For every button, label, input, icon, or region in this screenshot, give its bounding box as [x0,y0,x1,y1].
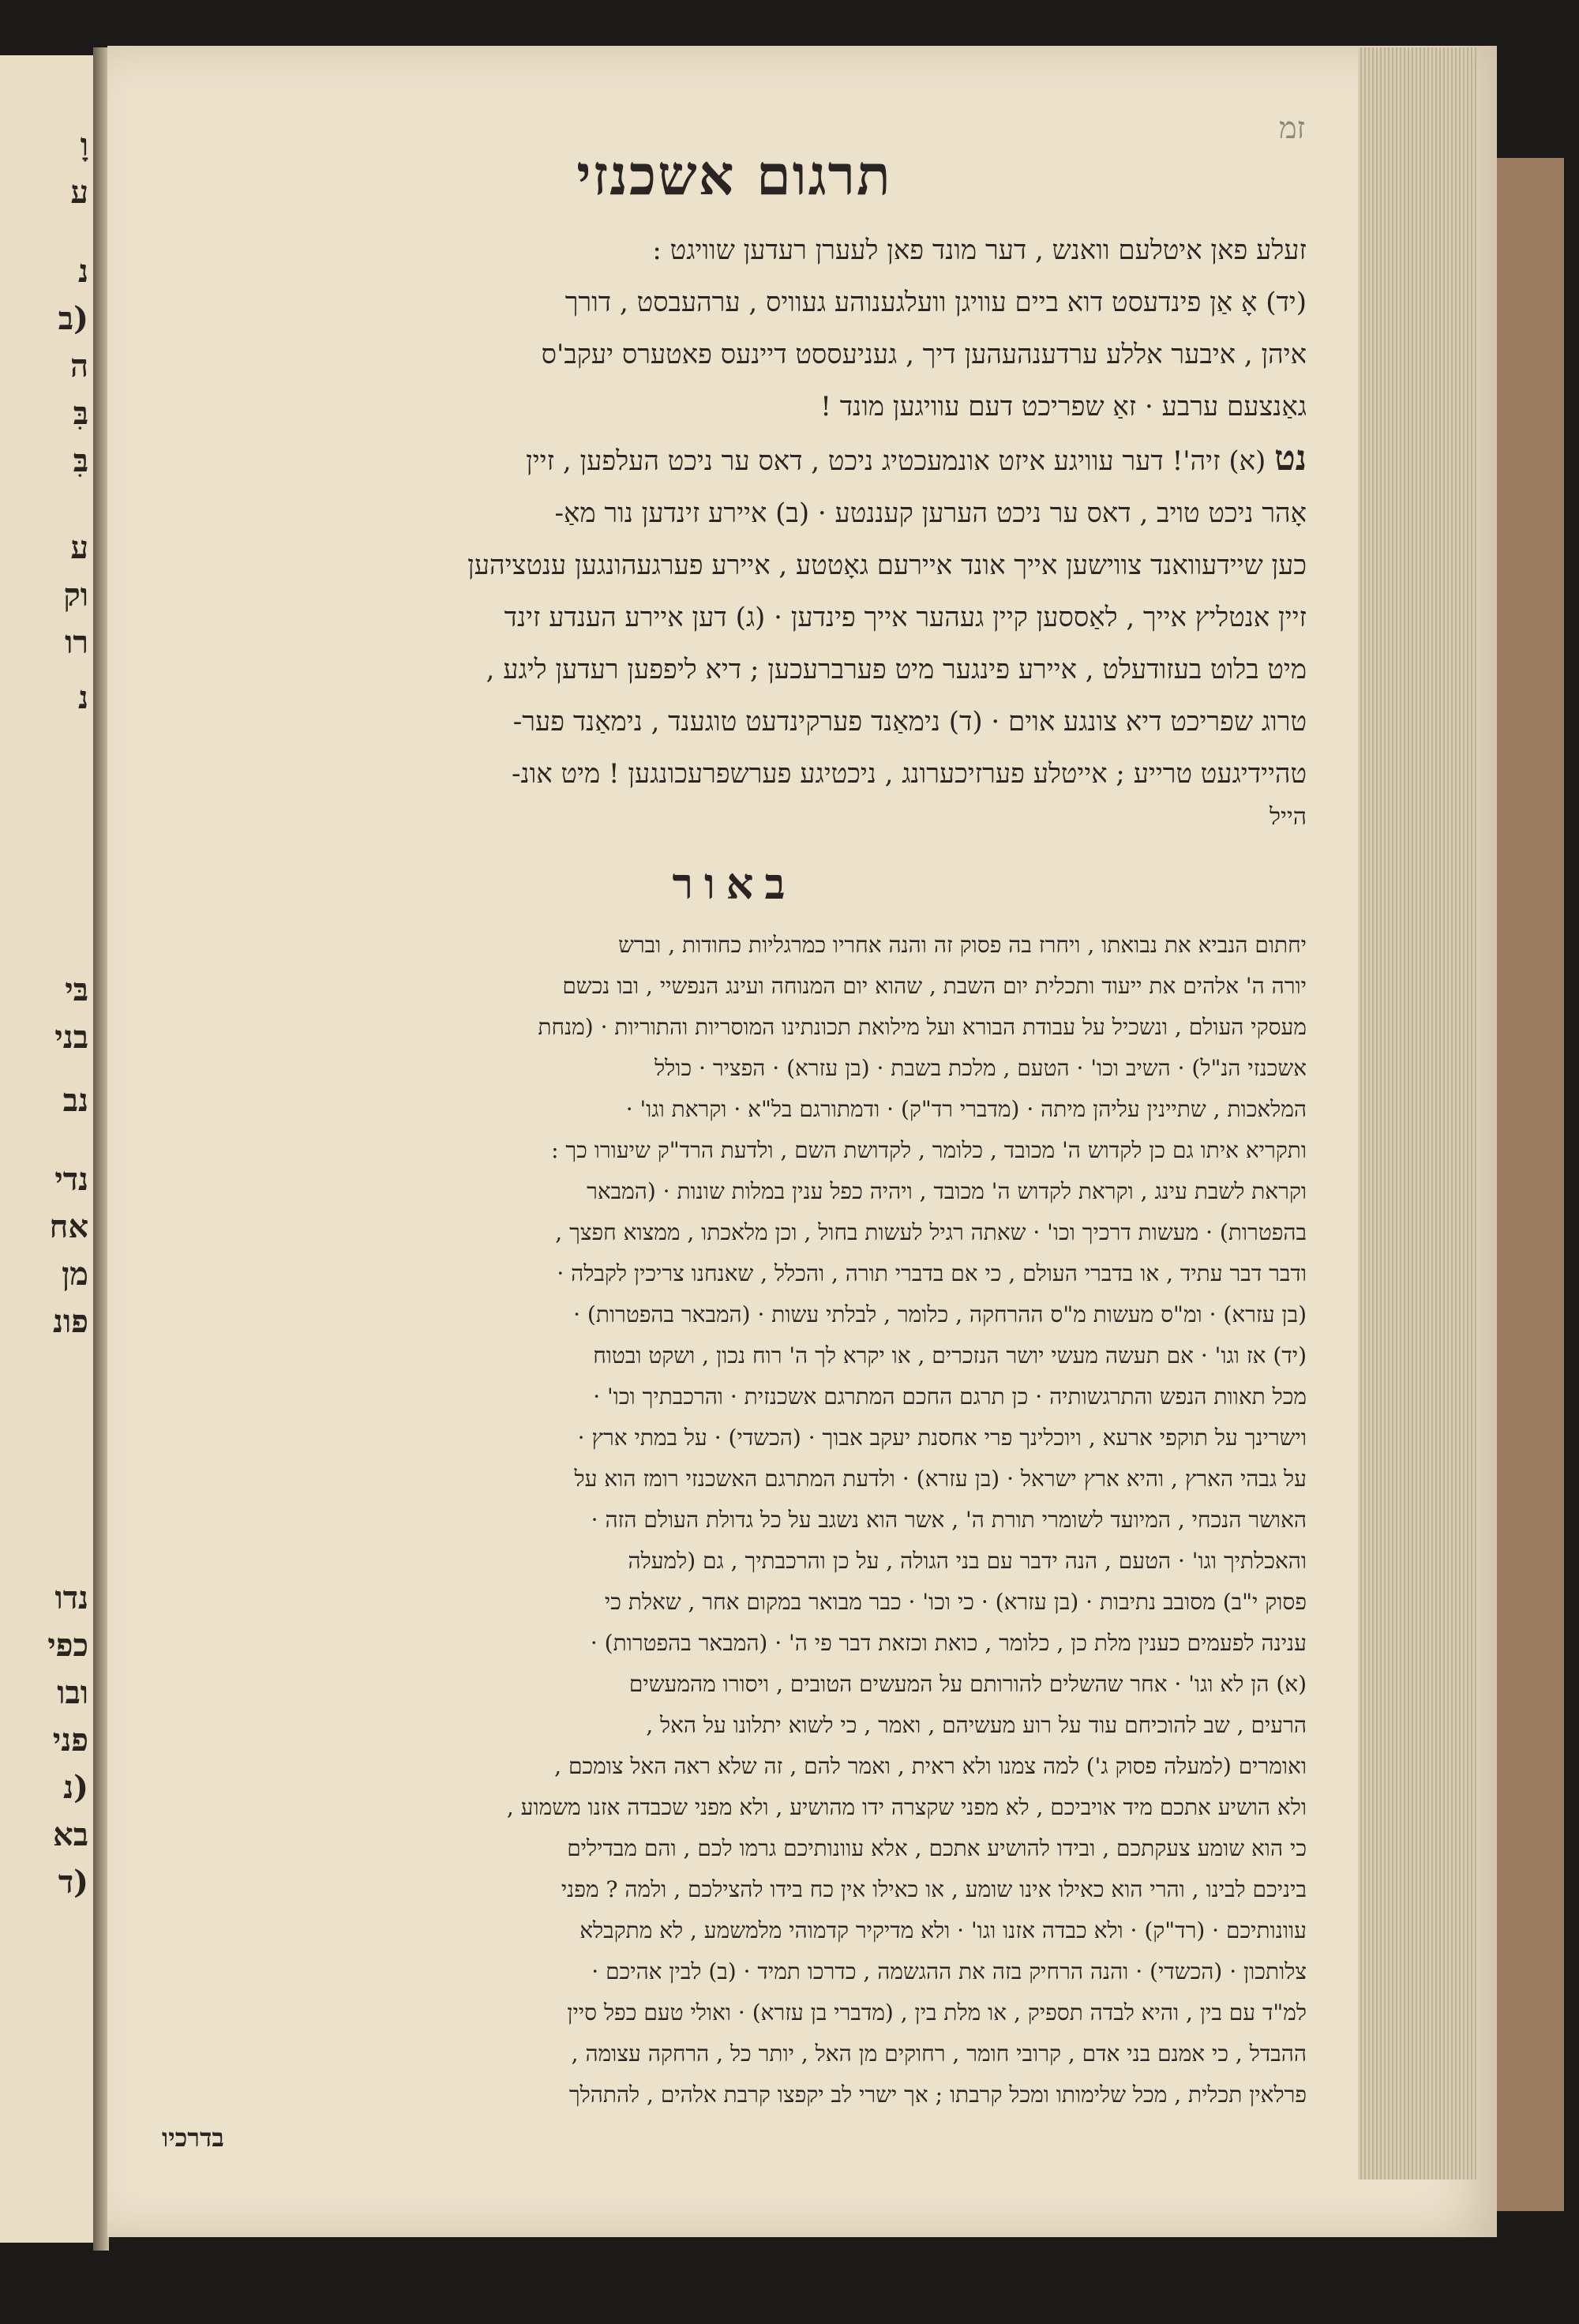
commentary-line: עוונותיכם · (רד"ק) · ולא כבדה אזנו וגו' · ולא מדיקיר קדמוהי מלמשמע , לא מתקבלא [579,1917,1307,1943]
left-frag: מן [62,1256,88,1293]
commentary-line: פסוק י"ב) מסובב נתיבות · (בן עזרא) · כי וכו' · כבר מבואר במקום אחר , שאלת כי [604,1589,1307,1615]
left-frag: נדי [54,1161,88,1198]
translation-line: טהיידיגעט טרייע ; אייטלע פערזיכערונג , ניכטיגע פערשפרעכונגען ! מיט אונ- [512,758,1307,790]
page-title: תרגום אשכנזי [576,142,892,208]
translation-line: אָהר ניכט טויב , דאס ער ניכט הערען קעננטע · (ב) איירע זינדען נור מאַ- [554,497,1307,529]
left-frag: (נ [63,1769,88,1806]
commentary-line: ההבדל , כי אמנם בני אדם , קרובי חומר , רחוקים מן האל , יותר כל , הרחקה עצומה , [571,2041,1307,2067]
left-frag: (ב [58,300,88,337]
commentary-line: כי הוא שומע צעקתכם , ובידו להושיע אתכם , אלא עוונותיכם גרמו לכם , והם מבדילים [567,1835,1307,1861]
book-gutter [93,47,109,2251]
commentary-line: ודבר דבר עתיד , או בדברי העולם , כי אם בדברי תורה , והכלל , שאנחנו צריכין לקבלה · [557,1260,1307,1286]
translation-line: גאַנצעם ערבע · זאַ שפריכט דעם עוויגען מונד ! [820,391,1307,422]
commentary-line: ביניכם לבינו , והרי הוא כאילו אינו שומע , או כאילו אין כח בידו להצילכם , ולמה ? מפני [561,1876,1307,1902]
left-frag: בִּ [73,442,88,479]
left-frag: בּי [65,971,88,1008]
commentary-line: וישרינך על תוקפי ארעא , ויוכלינך פרי אחסנת יעקב אבוך · (הכשדי) · על במתי ארץ · [577,1425,1307,1451]
left-frag: נ [77,253,88,290]
translation-line: איהן , איבער אללע ערדענהעהען דיך , געניעססט דיינעס פאטערס יעקב'ס [541,339,1307,370]
translation-line-text: (א) זיה'! דער עוויגע איזט אונמעכטיג ניכט , דאס ער ניכט העלפען , זיין [526,445,1266,477]
left-frag: בא [53,1816,88,1853]
left-frag: נדו [54,1579,88,1616]
catchword: בדרכיו [162,2123,224,2153]
page-text [162,142,1307,2160]
commentary-line: (בן עזרא) · ומ"ס מעשות מ"ס ההרחקה , כלומר , לבלתי עשות · (המבאר בהפטרות) · [573,1301,1307,1327]
left-frag: נב [62,1082,88,1119]
translation-line: טרוג שפריכט דיא צונגע אוים · (ד) נימאַנד פערקינדעט טוגענד , נימאַנד פער- [512,706,1307,738]
translation-line: זיין אנטליץ אייך , לאַססען קיין געהער אייך פינדען · (ג) דען איירע הענדע זינד [504,602,1307,633]
commentary-line: (א) הן לא וגו' · אחר שהשלים להורותם על המעשים הטובים , ויסורו מהמעשים [628,1671,1307,1697]
translation-line: מיט בלוט בעזודעלט , איירע פינגער מיט פערברעכען ; דיא ליפפען רעדען ליגע , [486,654,1307,685]
page-edges [1358,47,1476,2179]
translation-line: הייל [1269,803,1307,831]
left-frag: (ד [58,1864,88,1901]
commentary-heading: באור [672,858,797,909]
commentary-line: (יד) אז וגו' · אם תעשה מעשי יושר הנזכרים , או יקרא לך ה' רוח נכון , ושקט ובטוח [593,1342,1307,1368]
left-frag: ה [69,347,88,385]
translation-block [162,224,1307,835]
commentary-line: מכל תאוות הנפש והתרגשותיה · כן תרגם החכם המתרגם אשכנזית · והרכבתיך וכו' · [593,1384,1307,1410]
commentary-line: הרעים , שב להוכיחם עוד על רוע מעשיהם , ואמר , כי לשוא יתלונו על האל , [646,1712,1307,1738]
commentary-line: אשכנזי הנ"ל) · השיב וכו' · הטעם , מלכת בשבת · (בן עזרא) · הפציר · כולל [654,1055,1307,1081]
commentary-line: פרלאין תכלית , מכל שלימותו ומכל קרבתו ; אך ישרי לב יקפצו קרבת אלהים , להתהלך [568,2082,1307,2108]
left-frag: כפי [47,1627,88,1664]
left-frag: פונ [53,1303,88,1340]
left-frag: רו [65,624,88,661]
translation-line: כען שיידעוואנד צווישען אייך אונד איירעם גאָטטע , איירע פערגעהונגען ענטציהען [467,550,1307,581]
commentary-line: צלותכון · (הכשדי) · והנה הרחיק בזה את ההגשמה , כדרכו תמיד · (ב) לבין אהיכם · [591,1958,1307,1984]
commentary-line: האושר הנכחי , המיועד לשומרי תורת ה' , אשר הוא נשגב על כל גדולת העולם הזה · [591,1507,1307,1533]
commentary-line: ואומרים (למעלה פסוק ג') למה צמנו ולא ראית , ואמר להם , זה שלא ראה האל צומכם , [554,1753,1307,1779]
commentary-line: יחתום הנביא את נבואתו , ויחרז בה פסוק זה והנה אחריו כמרגליות כחודות , וברש [618,932,1307,958]
left-frag: פני [52,1721,88,1759]
left-frag: וָ [80,126,88,163]
running-head: זמ [1279,111,1306,145]
commentary-line: ולא הושיע אתכם מיד אויביכם , לא מפני שקצרה ידו מהושיע , ולא מפני שכבדה אזנו משמוע , [506,1794,1307,1820]
commentary-line: ותקריא איתו גם כן לקדוש ה' מכובד , כלומר , לקדושת השם , ולדעת הרד"ק שיעורו כך : [551,1137,1307,1163]
left-frag: וק [63,576,88,614]
left-frag: בִּ [73,395,88,432]
translation-line: (יד) אָ אַן פינדעסט דוא ביים עוויגן וועלגענוהע געוויס , ערהעבסט , דורך [564,287,1307,318]
left-frag: אח [49,1208,88,1245]
translation-line [162,433,1307,487]
left-frag: ובו [57,1674,88,1711]
left-page-edge [0,55,95,2243]
commentary-line: והאכלתיך וגו' · הטעם , הנה ידבר עם בני הגולה , על כן והרכבתיך , גם (למעלה [628,1548,1307,1574]
commentary-line: ענינה לפעמים כענין מלת כן , כלומר , כואת וכזאת דבר פי ה' · (המבאר בהפטרות) · [590,1630,1307,1656]
commentary-line: יורה ה' אלהים את ייעוד ותכלית יום השבת , שהוא יום המנוחה ועינג הנפשיי , ובו נכשם [562,973,1307,999]
commentary-line: על גבהי הארץ , והיא ארץ ישראל · (בן עזרא) · ולדעת המתרגם האשכנזי רומז הוא על [574,1466,1307,1492]
verse-marker: נט [1274,438,1307,479]
translation-line: זעלע פאן איטלעם וואנש , דער מונד פאן לעערן רעדען שוויגט : [652,235,1307,266]
commentary-line: למ"ד עם בין , והיא לבדה תספיק , או מלת בין , (מדברי בן עזרא) · ואולי טעם כפל סיין [567,1999,1307,2026]
left-frag: ע [70,529,88,566]
commentary-line: בהפטרות) · מעשות דרכיך וכו' · שאתה רגיל לעשות בחול , וכן מלאכתו , ממצוא חפצך , [555,1219,1307,1245]
commentary-line: המלאכות , שתיינין עליהן מיתה · (מדברי רד"ק) · ודמתורגם בל"א · וקראת וגו' · [625,1096,1307,1122]
commentary-line: וקראת לשבת עינג , וקראת לקדוש ה' מכובד , ויהיה כפל ענין במלות שונות · (המבאר [587,1178,1307,1204]
left-frag: בני [54,1019,88,1056]
commentary-line: מעסקי העולם , ונשכיל על עבודת הבורא ועל מילואת תכונתינו המוסריות והתוריות · (מנחת [538,1014,1307,1040]
left-frag: נ [77,679,88,716]
commentary-block [162,925,1307,2116]
left-frag: ע [70,174,88,211]
